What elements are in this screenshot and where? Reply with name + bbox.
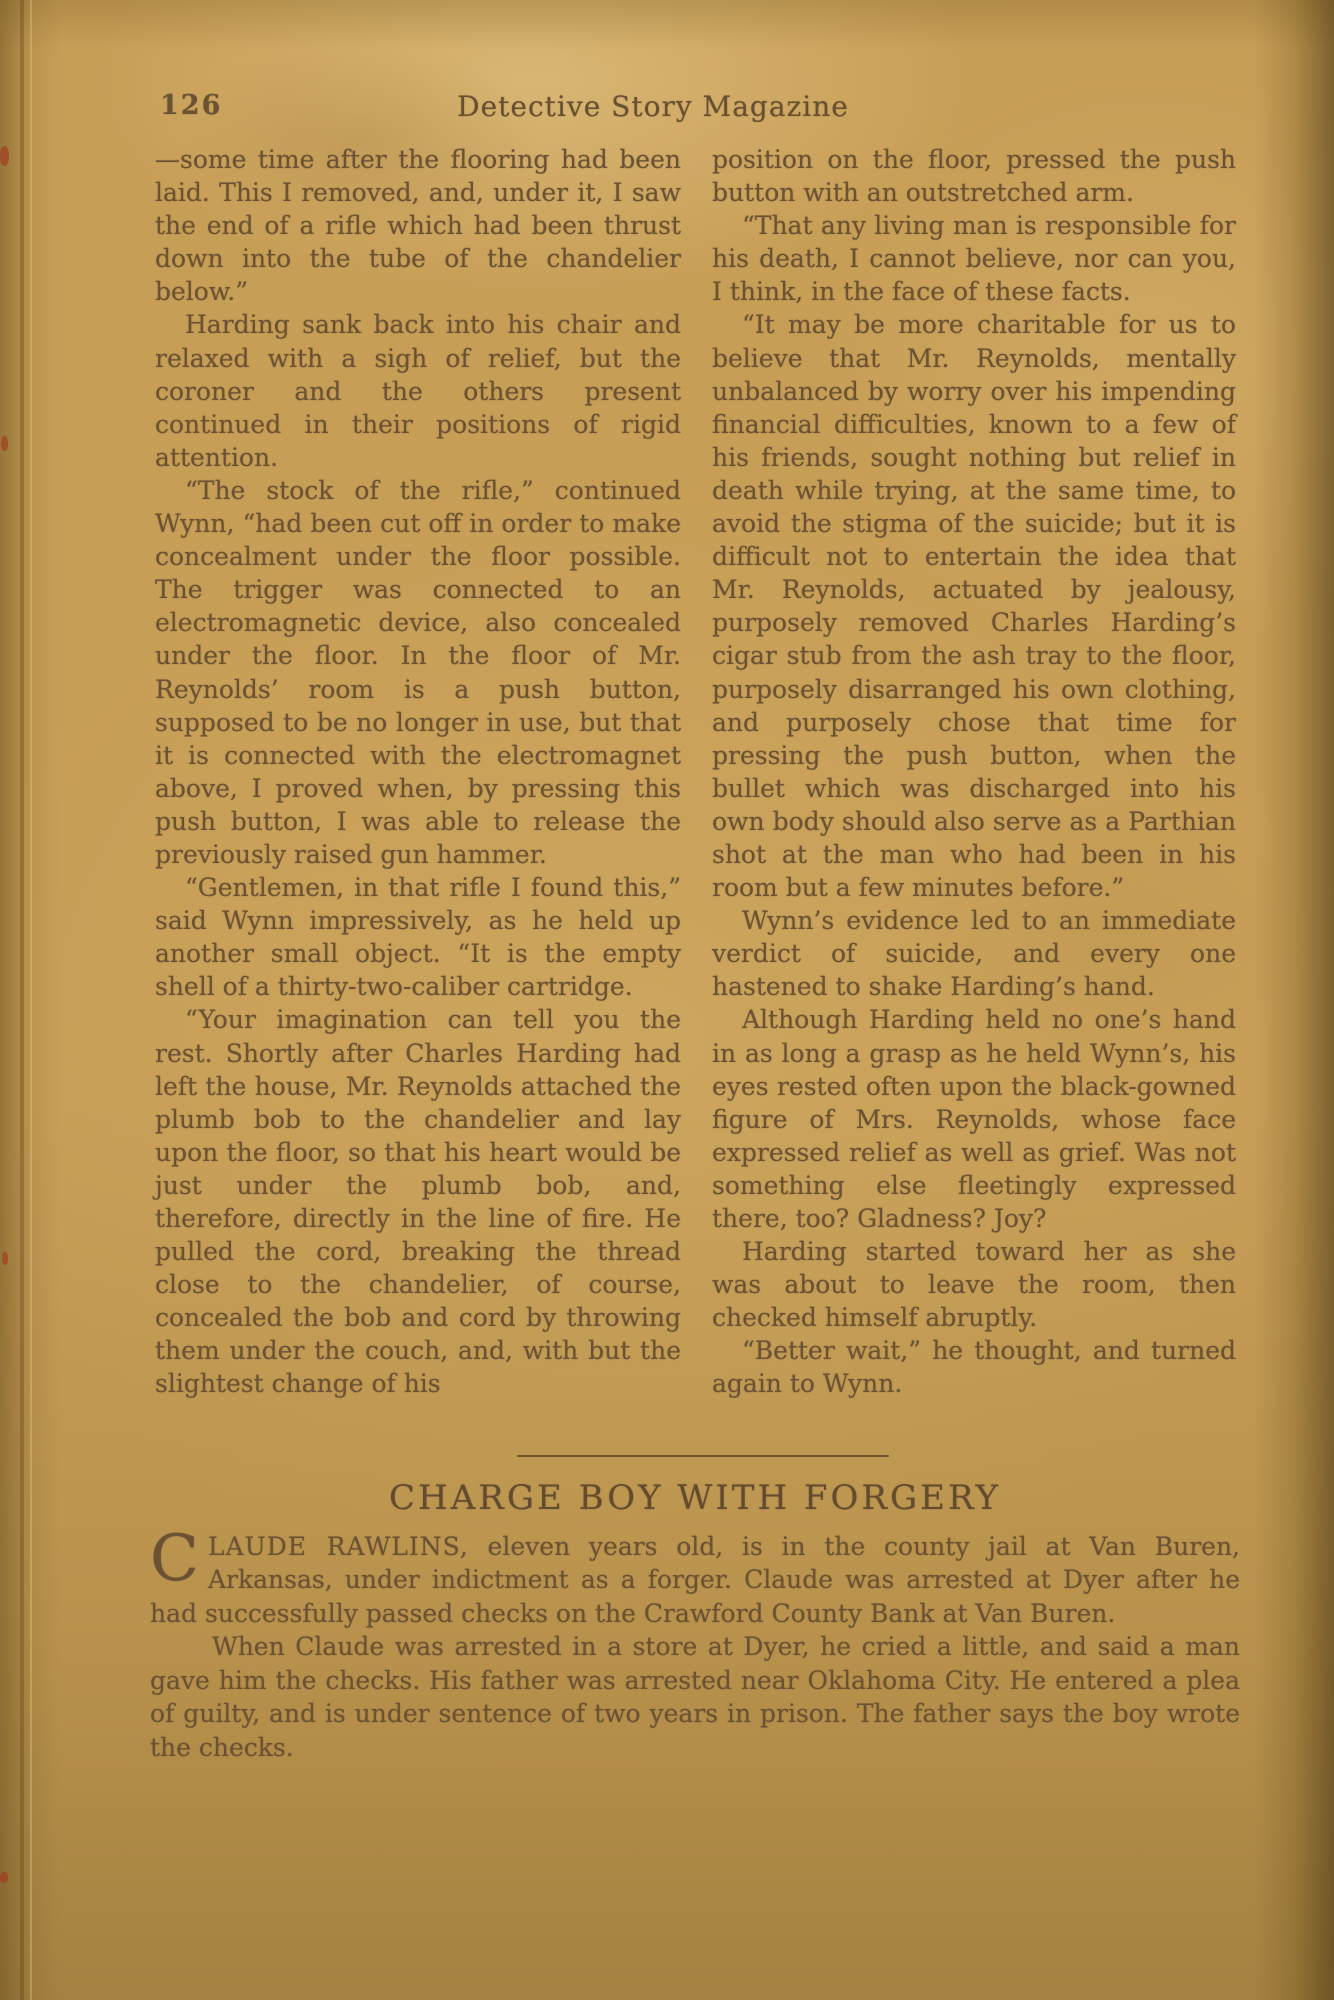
red-ink-mark xyxy=(1,436,8,451)
page-edge-highlight xyxy=(30,0,32,2000)
lead-caps-text: LAUDE RAWLINS, xyxy=(207,1531,469,1561)
story-paragraph: “It may be more charitable for us to believe that Mr. Reynolds, mentally unbalanced by worry over his impending financial difficulties, known to a few of his friends, sought nothing but relief in death while trying, at the same time, to avoid the stigma of the suicide; but it is difficult not to entertain the idea that Mr. Reynolds, actuated by jealousy, purposely removed Charles Harding’s cigar stub from the ash tray to the floor, purposely disarranged his own clothing, and purposely chose that time for pressing the push button, when the bullet which was discharged into his own body should also serve as a Parthian shot at the man who had been in his room but a few minutes before.” xyxy=(712,310,1236,903)
section-divider-rule xyxy=(517,1455,889,1457)
red-ink-mark xyxy=(2,1252,8,1265)
story-paragraph: Wynn’s evidence led to an immediate verdict of suicide, and every one hastened to shake Harding’s hand. xyxy=(712,906,1236,1002)
filler-paragraph xyxy=(150,1521,1241,1631)
filler-paragraph: When Claude was arrested in a store at Dyer, he cried a little, and said a man gave him the checks. His father was arrested near Oklahoma City. He entered a plea of guilty, and is under sentence of two years in prison. The father says the boy wrote the checks. xyxy=(150,1632,1240,1762)
page-number: 126 xyxy=(160,90,223,121)
story-paragraph: “Better wait,” he thought, and turned again to Wynn. xyxy=(712,1336,1236,1399)
magazine-title: Detective Story Magazine xyxy=(457,90,849,123)
page-edge-crease xyxy=(20,0,24,2000)
story-paragraph: position on the floor, pressed the push button with an outstretched arm. xyxy=(712,145,1236,208)
story-paragraph: Harding sank back into his chair and relaxed with a sigh of relief, but the coroner and the others present continued in their positions of rigid attention. xyxy=(155,310,681,472)
red-ink-mark xyxy=(0,1872,8,1883)
story-paragraph: Harding started toward her as she was about to leave the room, then checked himself abruptly. xyxy=(712,1237,1236,1333)
story-paragraph: “The stock of the rifle,” continued Wynn, “had been cut off in order to make concealment under the floor possible. The trigger was connected to an electromagnetic device, also concealed under the floor. In the floor of Mr. Reynolds’ room is a push button, supposed to be no longer in use, but that it is connected with the electromagnet above, I proved when, by pressing this push button, I was able to release the previously raised gun hammer. xyxy=(155,475,681,869)
filler-article xyxy=(150,1478,1241,1764)
story-column-right xyxy=(712,143,1236,1401)
story-paragraph: “Your imagination can tell you the rest. Shortly after Charles Harding had left the house, Mr. Reynolds attached the plumb bob to the chandelier and lay upon the floor, so that his heart would be just under the plumb bob, and, therefore, directly in the line of fire. He pulled the cord, breaking the thread close to the chandelier, of course, concealed the bob and cord by throwing them under the couch, and, with but the slightest change of his xyxy=(155,1005,681,1399)
story-column-left xyxy=(155,143,681,1401)
filler-paragraph-text: eleven years old, is in the county jail at Van Buren, Arkansas, under indictment as a forger. Claude was arrested at Dyer after he had successfully passed checks on the Crawford County Bank at Van Buren. xyxy=(150,1531,1241,1628)
drop-cap: C xyxy=(150,1521,199,1596)
filler-heading: CHARGE BOY WITH FORGERY xyxy=(389,1478,1001,1518)
red-ink-mark xyxy=(0,146,9,166)
story-paragraph: “Gentlemen, in that rifle I found this,” said Wynn impressively, as he held up another small object. “It is the empty shell of a thirty-two-caliber cartridge. xyxy=(155,873,681,1002)
story-paragraph: Although Harding held no one’s hand in as long a grasp as he held Wynn’s, his eyes rested often upon the black-gowned figure of Mrs. Reynolds, whose face expressed relief as well as grief. Was not something else fleetingly expressed there, too? Gladness? Joy? xyxy=(712,1005,1236,1233)
story-paragraph: —some time after the flooring had been laid. This I removed, and, under it, I saw the end of a rifle which had been thrust down into the tube of the chandelier below.” xyxy=(155,145,681,307)
story-paragraph: “That any living man is responsible for his death, I cannot believe, nor can you, I think, in the face of these facts. xyxy=(712,211,1236,307)
